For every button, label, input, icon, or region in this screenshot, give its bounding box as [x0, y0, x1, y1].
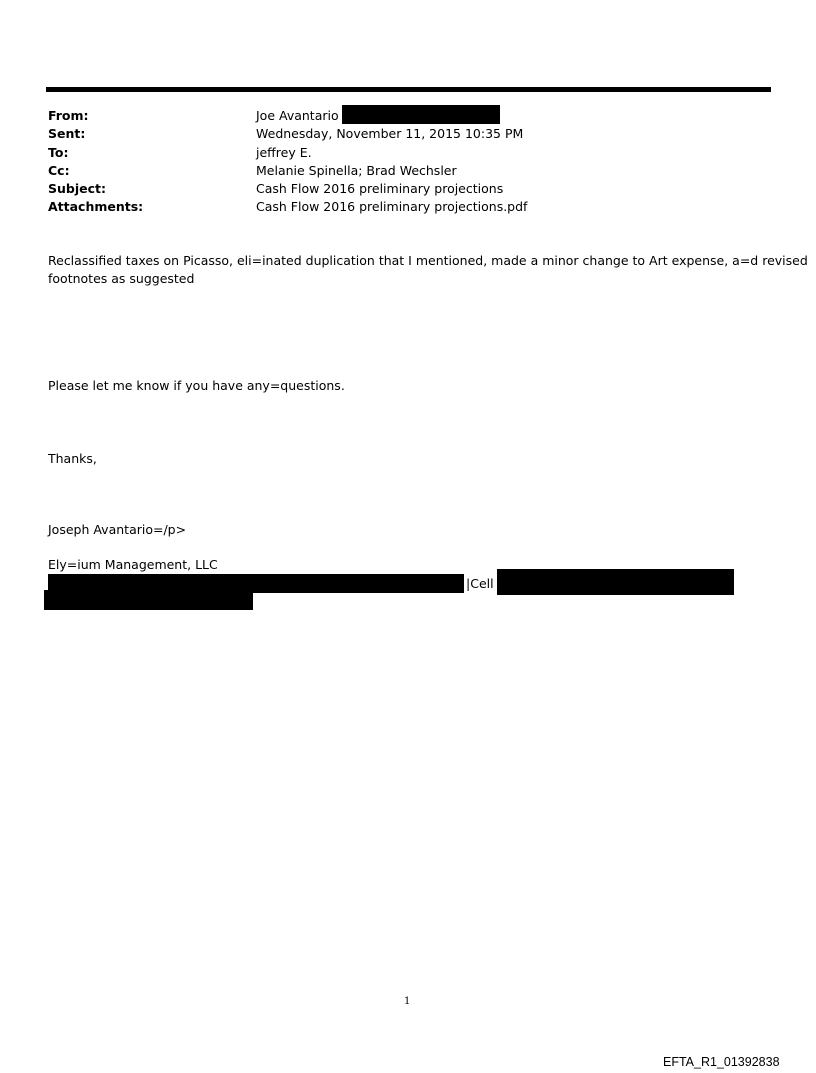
- cc-value: Melanie Spinella; Brad Wechsler: [256, 163, 457, 178]
- redaction-from-email: [342, 105, 500, 124]
- signature-name: Joseph Avantario=/p>: [48, 522, 187, 537]
- signature-cell-label: |Cell: [466, 576, 494, 591]
- redaction-contact-line-2: [44, 590, 253, 610]
- body-paragraph-2: Please let me know if you have any=questions.: [48, 378, 345, 393]
- attachments-label: Attachments:: [48, 199, 144, 214]
- body-paragraph-1-line-1: Reclassified taxes on Picasso, eli=inated duplication that I mentioned, made a minor change to Art expense, a=d revised: [48, 253, 808, 268]
- cc-label: Cc:: [48, 163, 70, 178]
- redaction-cell-number: [497, 569, 734, 595]
- to-value: jeffrey E.: [256, 145, 312, 160]
- from-label: From:: [48, 108, 89, 123]
- body-paragraph-1-line-2: footnotes as suggested: [48, 271, 195, 286]
- from-value: Joe Avantario: [256, 108, 339, 123]
- closing-text: Thanks,: [48, 451, 97, 466]
- bates-number: EFTA_R1_01392838: [663, 1055, 780, 1069]
- sent-value: Wednesday, November 11, 2015 10:35 PM: [256, 126, 524, 141]
- subject-value: Cash Flow 2016 preliminary projections: [256, 181, 504, 196]
- attachments-value: Cash Flow 2016 preliminary projections.pdf: [256, 199, 528, 214]
- header-divider: [46, 87, 771, 92]
- sent-label: Sent:: [48, 126, 86, 141]
- to-label: To:: [48, 145, 69, 160]
- signature-company: Ely=ium Management, LLC: [48, 557, 218, 572]
- page-number: 1: [404, 996, 411, 1007]
- subject-label: Subject:: [48, 181, 106, 196]
